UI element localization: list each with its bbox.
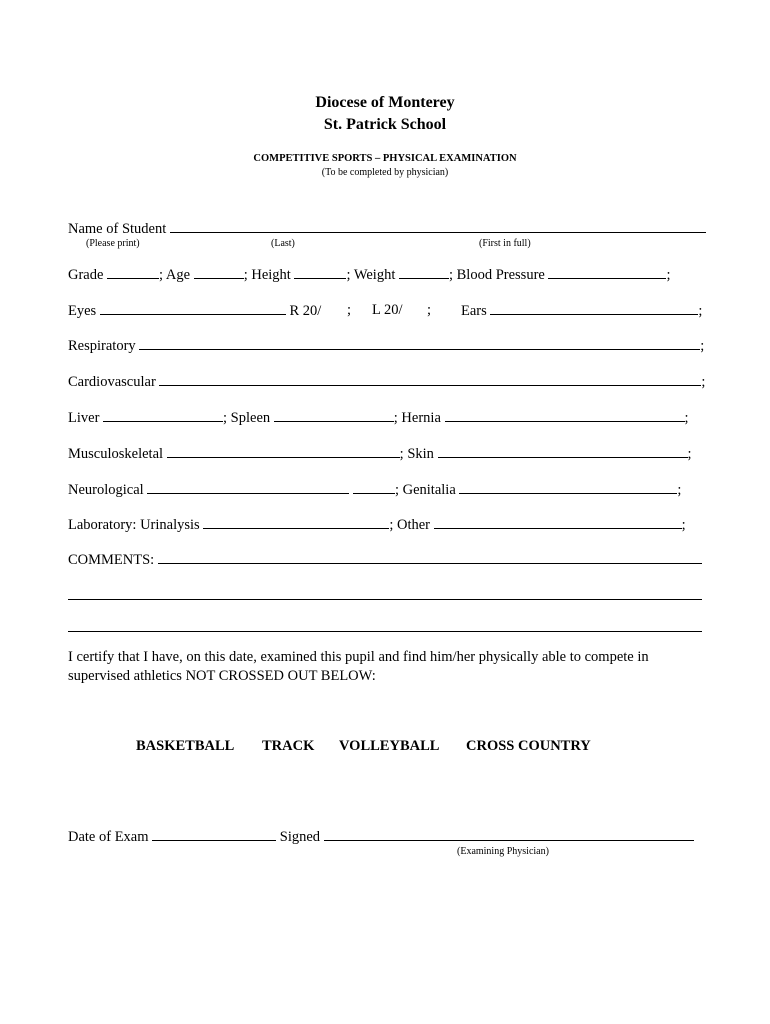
cardiovascular-end: ; bbox=[701, 374, 706, 390]
student-name-field[interactable] bbox=[170, 220, 706, 233]
weight-field[interactable] bbox=[399, 266, 449, 279]
musculoskeletal-label: Musculoskeletal bbox=[68, 446, 164, 462]
hernia-end: ; bbox=[684, 410, 689, 426]
blood-pressure-label: ; Blood Pressure bbox=[448, 267, 545, 283]
other-label: ; Other bbox=[389, 517, 430, 533]
organization-title: Diocese of Monterey bbox=[315, 94, 455, 111]
form-title: COMPETITIVE SPORTS – PHYSICAL EXAMINATION bbox=[253, 153, 517, 164]
student-name-row bbox=[68, 220, 706, 238]
comments-row bbox=[68, 551, 702, 569]
neurological-label: Neurological bbox=[68, 482, 144, 498]
student-name-label: Name of Student bbox=[68, 221, 167, 237]
signed-label: Signed bbox=[279, 829, 321, 845]
eyes-row bbox=[68, 302, 321, 320]
genitalia-label: ; Genitalia bbox=[394, 482, 456, 498]
genitalia-end: ; bbox=[677, 482, 682, 498]
vitals-end: ; bbox=[666, 267, 671, 283]
grade-field[interactable] bbox=[107, 266, 159, 279]
comments-label: COMMENTS: bbox=[68, 552, 155, 568]
grade-label: Grade bbox=[68, 267, 104, 283]
eye-left-sep: ; bbox=[427, 302, 432, 318]
school-title: St. Patrick School bbox=[323, 116, 447, 133]
urinalysis-label: Laboratory: Urinalysis bbox=[68, 517, 200, 533]
cardiovascular-field[interactable] bbox=[159, 373, 701, 386]
comments-field[interactable] bbox=[158, 551, 702, 564]
vitals-row bbox=[68, 266, 671, 284]
eye-left-label: L 20/ bbox=[372, 302, 403, 318]
ears-row bbox=[461, 302, 702, 320]
comments-line-2[interactable] bbox=[68, 599, 702, 600]
blood-pressure-field[interactable] bbox=[548, 266, 666, 279]
age-field[interactable] bbox=[194, 266, 244, 279]
ears-field[interactable] bbox=[490, 302, 698, 315]
sport-basketball[interactable]: BASKETBALL bbox=[136, 738, 235, 754]
date-of-exam-label: Date of Exam bbox=[68, 829, 149, 845]
neurological-field-2[interactable] bbox=[353, 481, 395, 494]
skin-label: ; Skin bbox=[399, 446, 434, 462]
cardiovascular-row bbox=[68, 373, 705, 391]
comments-line-3[interactable] bbox=[68, 631, 702, 632]
other-field[interactable] bbox=[434, 516, 682, 529]
ears-end: ; bbox=[698, 303, 703, 319]
height-field[interactable] bbox=[294, 266, 346, 279]
sport-cross-country[interactable]: CROSS COUNTRY bbox=[466, 738, 591, 754]
sport-track[interactable]: TRACK bbox=[262, 738, 315, 754]
certify-line-1: I certify that I have, on this date, examined this pupil and find him/her physically able to compete in bbox=[68, 649, 649, 665]
spleen-field[interactable] bbox=[274, 409, 394, 422]
hint-please-print: (Please print) bbox=[86, 238, 140, 249]
neurological-field[interactable] bbox=[147, 481, 349, 494]
signature-row bbox=[68, 828, 694, 846]
signature-field[interactable] bbox=[324, 828, 694, 841]
neurological-row bbox=[68, 481, 681, 499]
skin-field[interactable] bbox=[438, 445, 688, 458]
hernia-label: ; Hernia bbox=[393, 410, 441, 426]
examining-physician-hint: (Examining Physician) bbox=[457, 846, 549, 857]
eyes-field[interactable] bbox=[100, 302, 286, 315]
other-end: ; bbox=[681, 517, 686, 533]
liver-row bbox=[68, 409, 689, 427]
respiratory-field[interactable] bbox=[139, 337, 700, 350]
musculoskeletal-row bbox=[68, 445, 692, 463]
certify-line-2: supervised athletics NOT CROSSED OUT BELOW: bbox=[68, 668, 376, 684]
respiratory-end: ; bbox=[700, 338, 705, 354]
height-label: ; Height bbox=[243, 267, 291, 283]
weight-label: ; Weight bbox=[346, 267, 396, 283]
musculoskeletal-field[interactable] bbox=[167, 445, 400, 458]
genitalia-field[interactable] bbox=[459, 481, 677, 494]
eye-right-label: R 20/ bbox=[289, 303, 322, 319]
hernia-field[interactable] bbox=[445, 409, 685, 422]
liver-label: Liver bbox=[68, 410, 100, 426]
form-subtitle: (To be completed by physician) bbox=[321, 167, 449, 178]
respiratory-row bbox=[68, 337, 704, 355]
eyes-label: Eyes bbox=[68, 303, 97, 319]
laboratory-row bbox=[68, 516, 686, 534]
liver-field[interactable] bbox=[103, 409, 223, 422]
date-of-exam-field[interactable] bbox=[152, 828, 276, 841]
spleen-label: ; Spleen bbox=[223, 410, 271, 426]
respiratory-label: Respiratory bbox=[68, 338, 136, 354]
urinalysis-field[interactable] bbox=[203, 516, 389, 529]
eye-right-sep: ; bbox=[347, 302, 352, 318]
hint-last: (Last) bbox=[271, 238, 295, 249]
skin-end: ; bbox=[687, 446, 692, 462]
age-label: ; Age bbox=[159, 267, 191, 283]
ears-label: Ears bbox=[461, 303, 487, 319]
sport-volleyball[interactable]: VOLLEYBALL bbox=[339, 738, 440, 754]
hint-first: (First in full) bbox=[479, 238, 531, 249]
cardiovascular-label: Cardiovascular bbox=[68, 374, 156, 390]
